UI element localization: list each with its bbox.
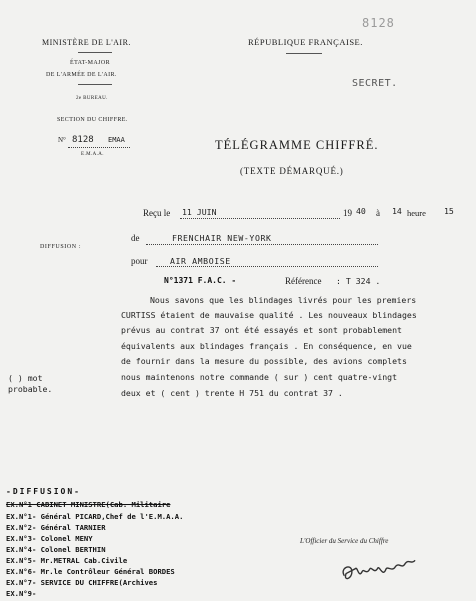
to-label: pour (131, 256, 148, 266)
etat-major-line-2: DE L'ARMÉE DE L'AIR. (46, 72, 117, 78)
recipient: AIR AMBOISE (170, 256, 231, 266)
time-at-label: à (376, 208, 380, 218)
body-line-5: de fournir dans la mesure du possible, des avions complets (121, 356, 407, 366)
divider (286, 53, 322, 54)
officer-label: L'Officier du Service du Chiffre (300, 537, 389, 545)
officer-signature (339, 552, 422, 590)
signature-scribble (339, 552, 421, 586)
body-line-1: Nous savons que les blindages livrés pour les premiers (150, 295, 417, 305)
dispatch-number: 8128 (72, 135, 94, 145)
divider (78, 52, 112, 53)
distribution-line-4: EX.N°4- Colonel BERTHIN (6, 545, 106, 554)
distribution-line-1: EX.N°1- Général PICARD,Chef de l'E.M.A.A. (6, 512, 184, 521)
republic-heading: RÉPUBLIQUE FRANÇAISE. (248, 37, 363, 47)
dotted-rule (146, 244, 378, 245)
received-minutes: 15 (444, 206, 454, 216)
emaa-label: E.M.A.A. (81, 152, 104, 157)
received-date: 11 JUIN (182, 207, 217, 217)
body-line-4: équivalents aux blindages français . En conséquence, en vue (121, 341, 412, 351)
secret-stamp: SECRET. (352, 78, 398, 89)
reference-label: Référence (285, 276, 322, 286)
margin-note-line-2: probable. (8, 384, 53, 394)
from-label: de (131, 233, 140, 243)
reference-number: : T 324 . (336, 276, 381, 286)
ministry-heading: MINISTÈRE DE L'AIR. (42, 38, 131, 47)
distribution-line-7: EX.N°7- SERVICE DU CHIFFRE(Archives (6, 578, 158, 587)
received-hour: 14 (392, 206, 402, 216)
divider (78, 84, 112, 85)
dotted-rule (68, 147, 130, 148)
archive-number-stamp: 8128 (362, 16, 395, 30)
received-year: 40 (356, 206, 366, 216)
body-line-6: nous maintenons notre commande ( sur ) cent quatre-vingt (121, 372, 398, 382)
telegram-subtitle: (TEXTE DÉMARQUÉ.) (240, 166, 344, 176)
dotted-rule (180, 218, 340, 219)
distribution-cabinet: EX.N°1 CABINET MINISTRE(Cab. Militaire (6, 500, 171, 509)
recu-label: Reçu le (143, 208, 171, 218)
section-label: SECTION DU CHIFFRE. (57, 117, 128, 123)
diffusion-label: DIFFUSION : (40, 244, 82, 250)
body-line-2: CURTISS étaient de mauvaise qualité . Les nouveaux blindages (121, 310, 417, 320)
distribution-line-5: EX.N°5- Mr.METRAL Cab.Civile (6, 556, 128, 565)
distribution-line-6: EX.N°6- Mr.le Contrôleur Général BORDES (6, 567, 175, 576)
dotted-rule (156, 266, 378, 267)
telegram-title: TÉLÉGRAMME CHIFFRÉ. (215, 138, 379, 152)
sender: FRENCHAIR NEW-YORK (172, 233, 272, 243)
distribution-line-2: EX.N°2- Général TARNIER (6, 523, 106, 532)
body-line-3: prévus au contrat 37 ont été essayés et sont probablement (121, 325, 402, 335)
heure-label: heure (407, 208, 426, 218)
distribution-heading: -DIFFUSION- (6, 487, 81, 496)
etat-major-line-1: ÉTAT-MAJOR (70, 60, 110, 66)
distribution-line-3: EX.N°3- Colonel MENY (6, 534, 93, 543)
margin-note-line-1: ( ) mot (8, 373, 43, 383)
number-prefix: N° (58, 136, 66, 144)
dispatch-suffix: EMAA (108, 136, 125, 144)
distribution-line-8: EX.N°9- (6, 589, 37, 598)
year-prefix: 19 (343, 208, 352, 218)
body-line-7: deux et ( cent ) trente H 751 du contrat 37 . (121, 388, 343, 398)
message-number: N°1371 F.A.C. - (164, 276, 237, 285)
bureau-label: 2e BUREAU. (76, 96, 108, 101)
